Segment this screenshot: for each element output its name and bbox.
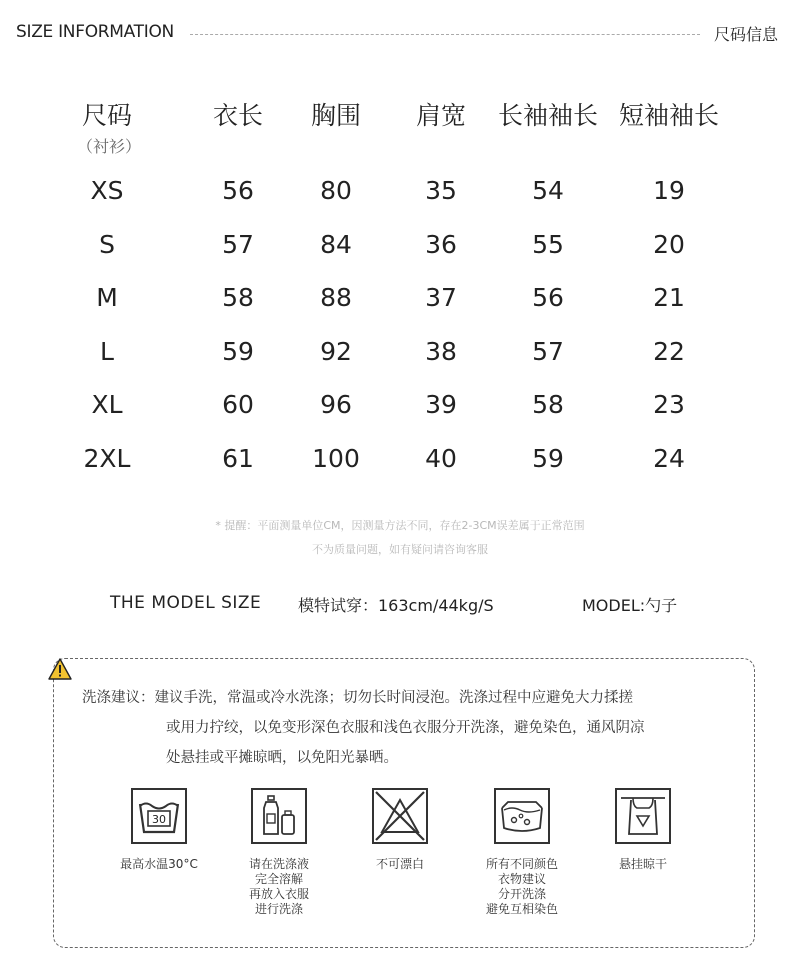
cell-shoulder: 36 <box>425 229 457 259</box>
cell-shoulder: 40 <box>425 444 457 473</box>
header-divider <box>190 34 700 35</box>
cell-length: 57 <box>222 229 254 259</box>
cell-shoulder: 35 <box>425 176 457 205</box>
care-text-line-3: 处悬挂或平摊晾晒，以免阳光暴晒。 <box>166 750 398 766</box>
col-header-length: 衣长 <box>212 101 264 130</box>
cell-size: XL <box>91 390 123 420</box>
cell-long-sleeve: 56 <box>532 283 564 313</box>
col-header-short-sleeve: 短袖袖长 <box>618 101 720 130</box>
no-bleach-icon <box>372 788 428 844</box>
cell-chest: 92 <box>320 336 352 366</box>
cell-size: M <box>96 283 118 313</box>
care-label-detergent: 请在洗涤液 完全溶解 再放入衣服 进行洗涤 <box>248 857 310 916</box>
cell-size: L <box>100 336 114 366</box>
model-fit: 模特试穿：163cm/44kg/S <box>298 596 494 615</box>
care-text-line-1: 洗涤建议：建议手洗，常温或冷水洗涤；切勿长时间浸泡。洗涤过程中应避免大力揉搓 <box>82 690 633 706</box>
cell-chest: 100 <box>312 444 360 473</box>
cell-chest: 84 <box>320 229 352 259</box>
model-size-label: THE MODEL SIZE <box>110 593 262 613</box>
cell-shoulder: 37 <box>425 283 457 313</box>
col-header-long-sleeve: 长袖袖长 <box>497 101 599 130</box>
cell-length: 59 <box>222 336 254 366</box>
cell-length: 58 <box>222 283 254 313</box>
care-label-no-bleach: 不可漂白 <box>375 857 425 871</box>
cell-short-sleeve: 20 <box>653 229 685 259</box>
cell-length: 56 <box>222 176 254 205</box>
cell-length: 60 <box>222 390 254 420</box>
cell-chest: 96 <box>320 390 352 420</box>
care-text-line-2: 或用力拧绞，以免变形深色衣服和浅色衣服分开洗涤，避免染色，通风阴凉 <box>166 720 645 736</box>
cell-long-sleeve: 55 <box>532 229 564 259</box>
col-header-size: 尺码 <box>81 101 133 130</box>
cell-short-sleeve: 19 <box>653 176 685 205</box>
cell-long-sleeve: 59 <box>532 444 564 473</box>
col-header-shoulder: 肩宽 <box>415 101 467 130</box>
care-label-separate: 所有不同颜色 衣物建议 分开洗涤 避免互相染色 <box>485 857 559 916</box>
cell-size: XS <box>90 176 124 205</box>
care-label-wash-temp: 最高水温30°C <box>120 857 198 871</box>
measurement-note-2: 不为质量问题，如有疑问请咨询客服 <box>312 543 488 556</box>
wash-temp-badge: 30 <box>152 813 166 826</box>
cell-size: S <box>99 229 115 259</box>
care-label-hang-dry: 悬挂晾干 <box>618 857 668 871</box>
cell-chest: 88 <box>320 283 352 313</box>
wash-30-icon <box>131 788 187 844</box>
measurement-note: * 提醒：平面测量单位CM，因测量方法不同，存在2-3CM误差属于正常范围 <box>215 519 585 532</box>
detergent-icon <box>251 788 307 844</box>
hang-dry-icon <box>615 788 671 844</box>
cell-short-sleeve: 22 <box>653 336 685 366</box>
col-header-chest: 胸围 <box>310 101 362 130</box>
warning-icon <box>48 658 72 680</box>
cell-long-sleeve: 57 <box>532 336 564 366</box>
model-name: MODEL:勺子 <box>582 596 678 615</box>
cell-size: 2XL <box>83 444 131 473</box>
cell-short-sleeve: 23 <box>653 390 685 420</box>
cell-short-sleeve: 24 <box>653 444 685 473</box>
cell-shoulder: 38 <box>425 336 457 366</box>
cell-chest: 80 <box>320 176 352 205</box>
cell-length: 61 <box>222 444 254 473</box>
col-header-size-sub: （衬衫） <box>76 137 142 156</box>
separate-colors-icon <box>494 788 550 844</box>
cell-long-sleeve: 58 <box>532 390 564 420</box>
cell-shoulder: 39 <box>425 390 457 420</box>
header-title-en: SIZE INFORMATION <box>16 22 174 42</box>
cell-short-sleeve: 21 <box>653 283 685 313</box>
header-title-cn: 尺码信息 <box>714 25 779 44</box>
cell-long-sleeve: 54 <box>532 176 564 205</box>
